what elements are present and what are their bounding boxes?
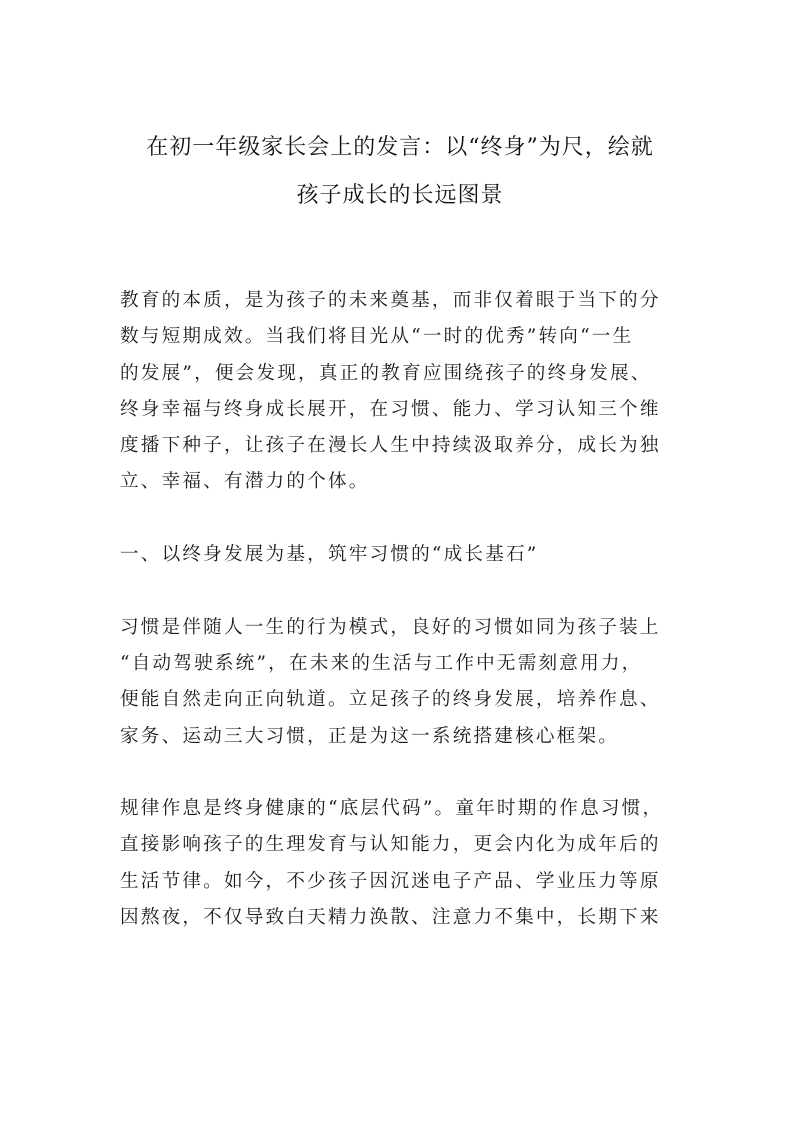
text-line: 立、幸福、有潜力的个体。 [120,471,370,493]
document-title [110,124,690,220]
text-line: 因熬夜，不仅导致白天精力涣散、注意力不集中，长期下来 [120,907,661,929]
title-line: 在初一年级家长会上的发言：以“终身”为尺，绘就 [146,135,654,160]
text-line: 习惯是伴随人一生的行为模式，良好的习惯如同为孩子装上 [120,616,661,638]
text-line: 的发展”，便会发现，真正的教育应围绕孩子的终身发展、 [120,362,652,384]
paragraph-gap [120,573,680,609]
section-heading [120,537,680,573]
text-line: 直接影响孩子的生理发育与认知能力，更会内化为成年后的 [120,834,661,856]
paragraph-gap [120,755,680,791]
text-line: 家务、运动三大习惯，正是为这一系统搭建核心框架。 [120,725,620,747]
paragraph-gap [120,501,680,537]
heading-line: 一、以终身发展为基，筑牢习惯的“成长基石” [120,544,539,566]
title-line: 孩子成长的长远图景 [296,183,504,208]
text-line: 规律作息是终身健康的“底层代码”。童年时期的作息习惯， [120,798,664,820]
text-line: 教育的本质，是为孩子的未来奠基，而非仅着眼于当下的分 [120,290,661,311]
text-line: 度播下种子，让孩子在漫长人生中持续汲取养分，成长为独 [120,435,661,457]
sleep-paragraph [120,791,680,936]
intro-paragraph [120,283,680,501]
habits-paragraph [120,610,680,755]
document-body [120,283,680,936]
text-line: 便能自然走向正向轨道。立足孩子的终身发展，培养作息、 [120,689,661,711]
text-line: 数与短期成效。当我们将目光从“一时的优秀”转向“一生 [120,326,634,348]
text-line: “自动驾驶系统”，在未来的生活与工作中无需刻意用力， [120,652,643,674]
text-line: 生活节律。如今，不少孩子因沉迷电子产品、学业压力等原 [120,870,661,892]
text-line: 终身幸福与终身成长展开，在习惯、能力、学习认知三个维 [120,398,661,420]
